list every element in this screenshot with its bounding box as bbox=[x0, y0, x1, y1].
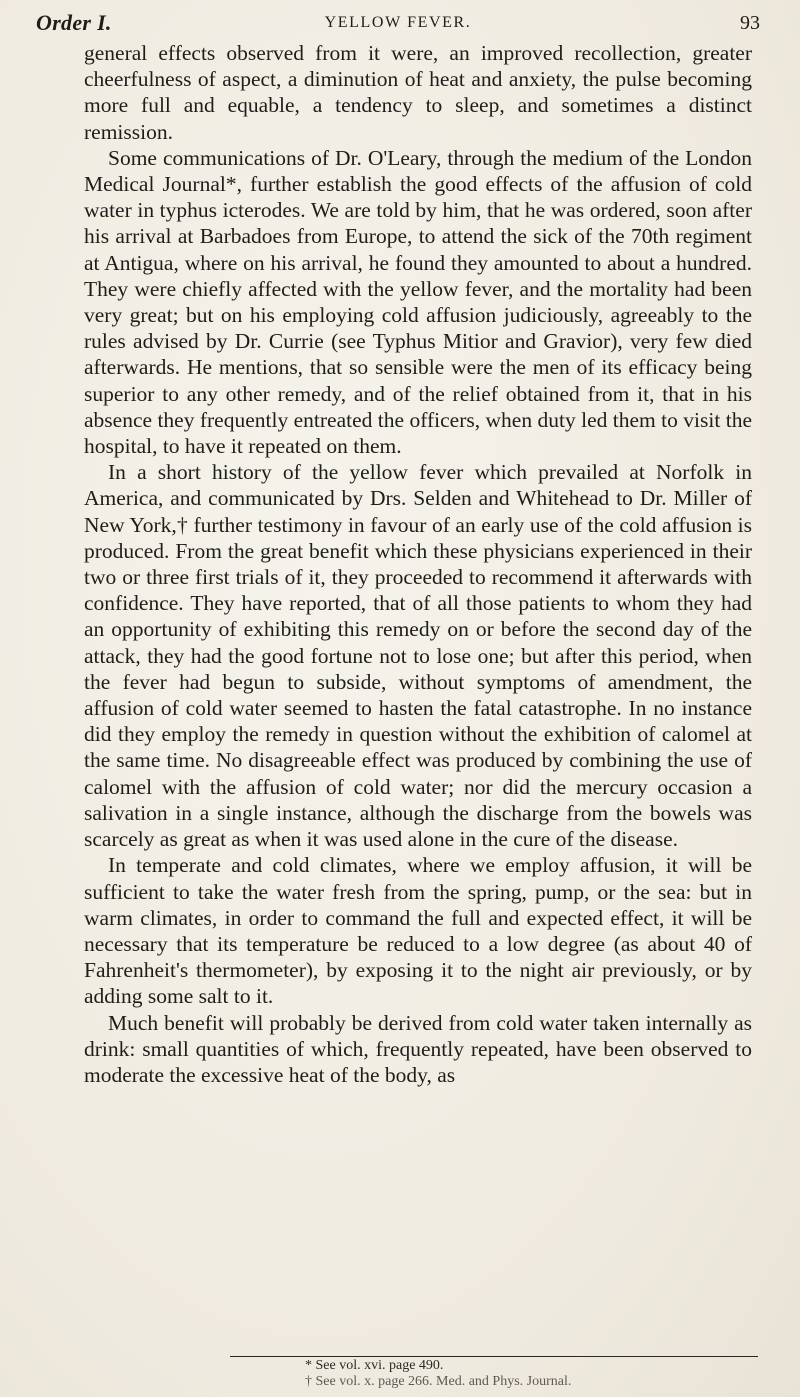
paragraph-4: In temperate and cold climates, where we employ affusion, it will be sufficient to take the water fresh from the spring, pump, or the sea: but in warm climates, in order to command the full and expected effect, it will be necessary that its temperature be reduced to a low degree (as about 40 of Fahrenheit's thermometer), by exposing it to the night air previously, or by adding some salt to it. bbox=[84, 853, 752, 1009]
paragraph-2: Some communications of Dr. O'Leary, through the medium of the London Medical Journal*, further establish the good effects of the affusion of cold water in typhus icterodes. We are told by him, that he was ordered, soon after his arrival at Barbadoes from Europe, to attend the sick of the 70th regiment at Antigua, where on his arrival, he found they amounted to about a hundred. They were chiefly affected with the yellow fever, and the mortality had been very great; but on his employing cold affusion judiciously, agreeably to the rules advised by Dr. Currie (see Typhus Mitior and Gravior), very few died afterwards. He mentions, that so sensible were the men of its efficacy being superior to any other remedy, and of the relief obtained from it, that in his absence they frequently entreated the officers, when duty led them to visit the hospital, to have it repeated on them. bbox=[84, 145, 752, 459]
footnote-1: * See vol. xvi. page 490. bbox=[305, 1358, 444, 1373]
paragraph-5: Much benefit will probably be derived from cold water taken internally as drink: small quantities of which, frequently repeated, have been observed to moderate the excessive heat of the body, as bbox=[84, 1010, 752, 1087]
page-number: 93 bbox=[740, 12, 760, 34]
paragraph-1: general effects observed from it were, an improved recollection, greater cheerfulness of aspect, a diminution of heat and anxiety, the pulse becoming more full and equable, a tendency to sleep, and sometimes a distinct remission. bbox=[84, 41, 752, 144]
footnote-rule bbox=[230, 1356, 758, 1357]
order-heading: Order I. bbox=[36, 10, 112, 35]
chapter-title: YELLOW FEVER. bbox=[324, 14, 472, 31]
footnotes bbox=[305, 1358, 765, 1390]
paragraph-3: In a short history of the yellow fever which prevailed at Norfolk in America, and communicated by Drs. Selden and Whitehead to Dr. Miller of New York,† further testimony in favour of an early use of the cold affusion is produced. From the great benefit which these physicians experienced in their two or three first trials of it, they proceeded to recommend it afterwards with confidence. They have reported, that of all those patients to whom they had an opportunity of exhibiting this remedy on or before the second day of the attack, they had the good fortune not to lose one; but after this period, when the fever had begun to subside, without symptoms of amendment, the affusion of cold water seemed to hasten the fatal catastrophe. In no instance did they employ the remedy in question without the exhibition of calomel at the same time. No disagreeable effect was produced by combining the use of calomel with the affusion of cold water; nor did the mercury occasion a salivation in a single instance, although the discharge from the bowels was scarcely as great as when it was used alone in the cure of the disease. bbox=[84, 460, 752, 852]
footnote-2: † See vol. x. page 266. Med. and Phys. Journal. bbox=[305, 1374, 572, 1389]
body-text bbox=[84, 40, 752, 1088]
running-header bbox=[36, 10, 760, 40]
